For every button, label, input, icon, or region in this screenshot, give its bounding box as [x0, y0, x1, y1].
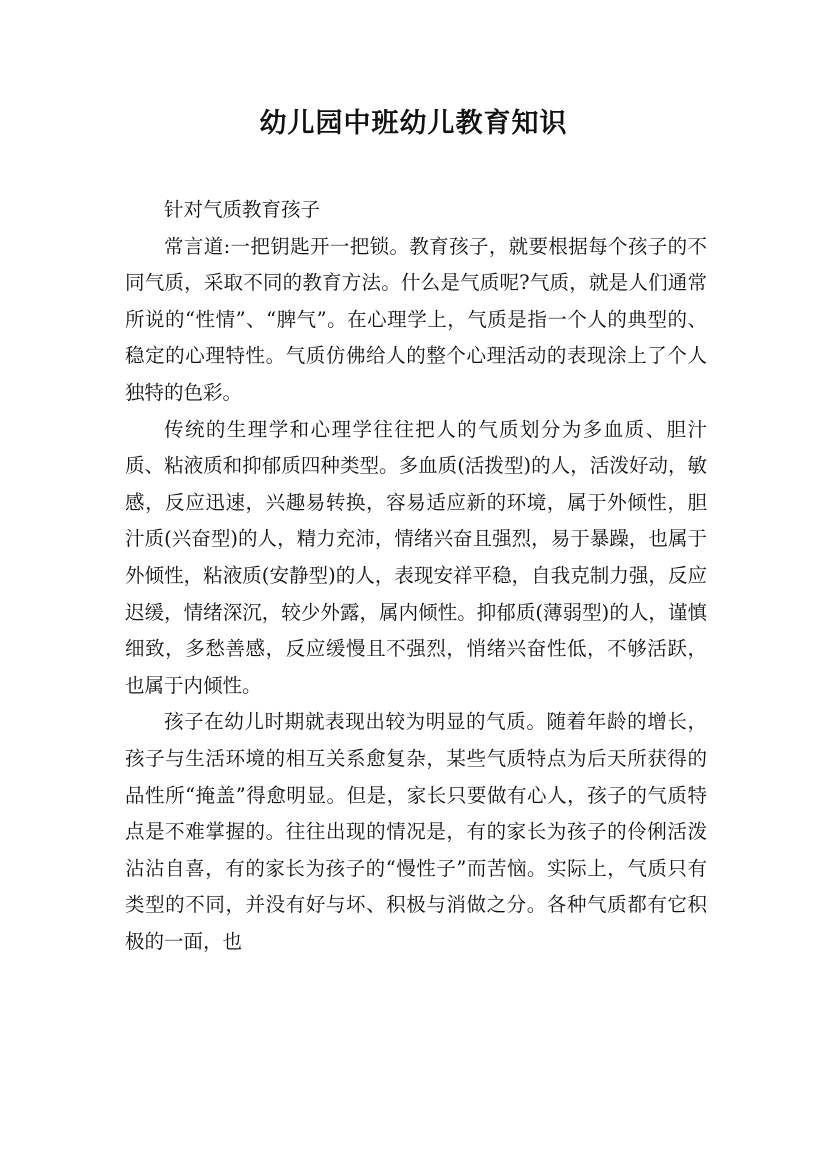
paragraph-heading: 针对气质教育孩子: [164, 198, 321, 221]
paragraph: 传统的生理学和心理学往往把人的气质划分为多血质、胆汁质、粘液质和抑郁质四种类型。多血质(活拨型)的人，活泼好动，敏感，反应迅速，兴趣易转换，容易适应新的环境，属于外倾性，胆汁质(兴奋型)的人，精力充沛，情绪兴奋且强烈，易于暴躁，也属于外倾性，粘液质(安静型)的人，表现安祥平稳，自我克制力强，反应迟缓，情绪深沉，较少外露，属内倾性。抑郁质(薄弱型)的人，谨慎细致，多愁善感，反应缓慢且不强烈，悄绪兴奋性低，不够活跃，也属于内倾性。: [125, 417, 707, 697]
paragraph: 孩子在幼儿时期就表现出较为明显的气质。随着年龄的增长，孩子与生活环境的相互关系愈复杂，某些气质特点为后天所获得的品性所“掩盖”得愈明显。但是，家长只要做有心人，孩子的气质特点是不难掌握的。往往出现的情况是，有的家长为孩子的伶俐活泼沾沾自喜，有的家长为孩子的“慢性子”而苦恼。实际上，气质只有类型的不同，并没有好与坏、积极与消做之分。各种气质都有它积极的一面，也: [125, 710, 707, 953]
paragraph: 常言道:一把钥匙开一把锁。教育孩子，就要根据每个孩子的不同气质，采取不同的教育方法。什么是气质呢?气质，就是人们通常所说的“性情”、“脾气”。在心理学上，气质是指一个人的典型的、稳定的心理特性。气质仿佛给人的整个心理活动的表现涂上了个人独特的色彩。: [125, 234, 707, 404]
document-body: [125, 192, 707, 960]
document-title: 幼儿园中班幼儿教育知识: [259, 108, 568, 139]
